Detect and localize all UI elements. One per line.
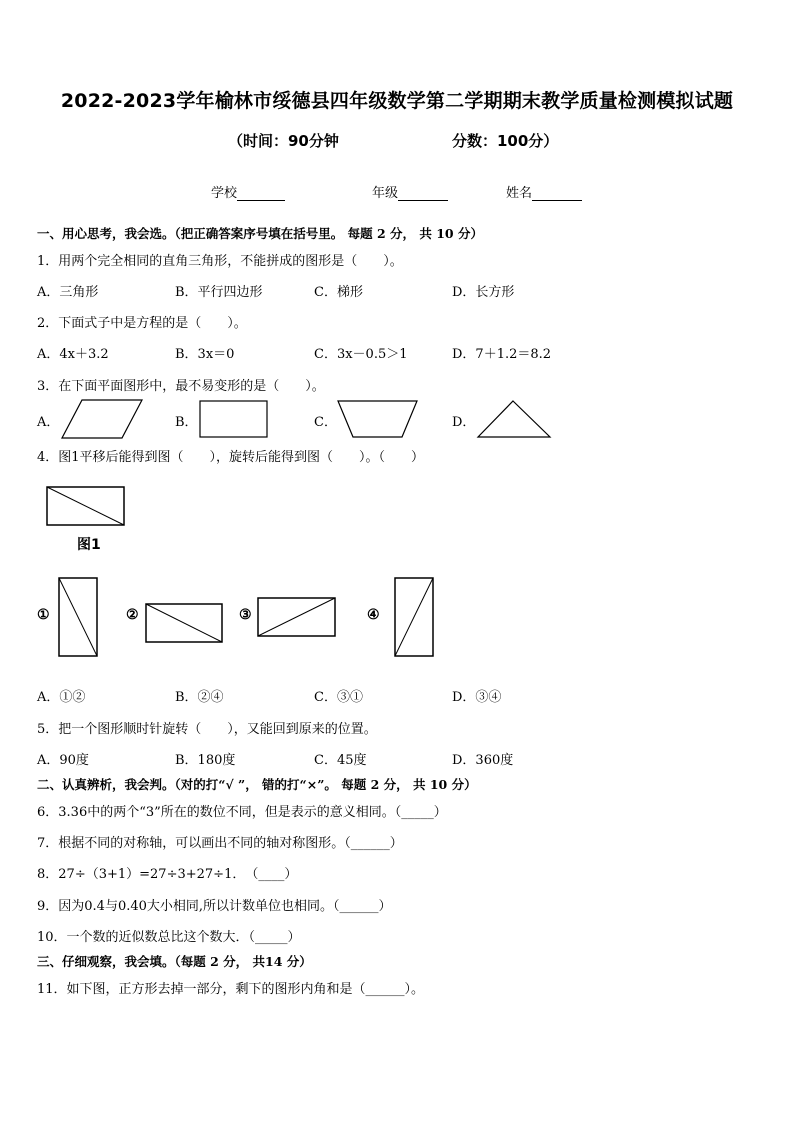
question-4: 4．图1平移后能得到图（ ），旋转后能得到图（ ）。（ ） [37, 450, 425, 465]
rectangle-figure [198, 399, 270, 439]
option-label-2: ② [126, 607, 139, 623]
question-8: 8．27÷（3+1）=27÷3+27÷1． （____） [37, 867, 298, 882]
option-label-4: ④ [367, 607, 380, 623]
name-blank[interactable] [532, 186, 582, 201]
triangle-figure [476, 399, 552, 439]
q4-option-a: A．①② [37, 690, 86, 705]
question-2: 2．下面式子中是方程的是（ ）。 [37, 316, 247, 331]
score-label: 分数：100分） [452, 132, 559, 150]
q1-option-d: D．长方形 [452, 285, 515, 300]
school-field[interactable] [211, 182, 285, 201]
option-label-3: ③ [239, 607, 252, 623]
figure-1-rectangle [45, 485, 127, 527]
grade-field[interactable] [372, 182, 448, 201]
name-field[interactable] [506, 182, 582, 201]
question-10: 10．一个数的近似数总比这个数大．（_____） [37, 930, 301, 945]
question-3: 3．在下面平面图形中，最不易变形的是（ ）。 [37, 379, 325, 394]
q5-option-d: D．360度 [452, 753, 514, 768]
q2-option-c: C．3x－0.5＞1 [314, 347, 408, 362]
q1-option-b: B．平行四边形 [175, 285, 263, 300]
section-1-heading: 一、用心思考，我会选。（把正确答案序号填在括号里。 每题 2 分， 共 10 分） [37, 226, 483, 241]
question-5: 5．把一个图形顺时针旋转（ ），又能回到原来的位置。 [37, 722, 377, 737]
trapezoid-figure [336, 399, 420, 439]
question-6: 6．3.36中的两个“3”所在的数位不同，但是表示的意义相同。（_____） [37, 805, 447, 820]
figure-option-1 [57, 576, 99, 658]
time-label: （时间：90分钟 [228, 132, 339, 150]
school-blank[interactable] [237, 186, 285, 201]
q4-option-d: D．③④ [452, 690, 502, 705]
q3-option-c: C． [314, 415, 337, 430]
q3-option-a: A． [37, 415, 60, 430]
question-9: 9．因为0.4与0.40大小相同,所以计数单位也相同。（______） [37, 899, 392, 914]
q1-option-a: A．三角形 [37, 285, 99, 300]
question-7: 7．根据不同的对称轴，可以画出不同的轴对称图形。（______） [37, 836, 403, 851]
page-title: 2022-2023学年榆林市绥德县四年级数学第二学期期末教学质量检测模拟试题 [60, 90, 734, 112]
q4-option-b: B．②④ [175, 690, 224, 705]
name-label: 姓名 [506, 186, 533, 201]
section-2-heading: 二、认真辨析，我会判。（对的打“√ ”， 错的打“×”。 每题 2 分， 共 10 分） [37, 777, 477, 792]
q1-option-c: C．梯形 [314, 285, 363, 300]
q2-option-d: D．7＋1.2＝8.2 [452, 347, 552, 362]
q3-option-b: B． [175, 415, 198, 430]
option-label-1: ① [37, 607, 50, 623]
grade-blank[interactable] [398, 186, 448, 201]
q5-option-b: B．180度 [175, 753, 236, 768]
q2-option-b: B．3x＝0 [175, 347, 235, 362]
section-3-heading: 三、仔细观察，我会填。（每题 2 分， 共14 分） [37, 954, 312, 969]
school-label: 学校 [211, 186, 238, 201]
q5-option-a: A．90度 [37, 753, 89, 768]
q5-option-c: C．45度 [314, 753, 367, 768]
grade-label: 年级 [372, 186, 399, 201]
figure-option-3 [256, 596, 338, 638]
figure-1-caption: 图1 [77, 537, 101, 553]
parallelogram-figure [60, 398, 144, 440]
q3-option-d: D． [452, 415, 476, 430]
figure-option-4 [393, 576, 435, 658]
q4-option-c: C．③① [314, 690, 363, 705]
q2-option-a: A．4x＋3.2 [37, 347, 109, 362]
question-11: 11．如下图，正方形去掉一部分，剩下的图形内角和是（______）。 [37, 982, 425, 997]
question-1: 1．用两个完全相同的直角三角形，不能拼成的图形是（ ）。 [37, 254, 403, 269]
figure-option-2 [144, 602, 224, 644]
